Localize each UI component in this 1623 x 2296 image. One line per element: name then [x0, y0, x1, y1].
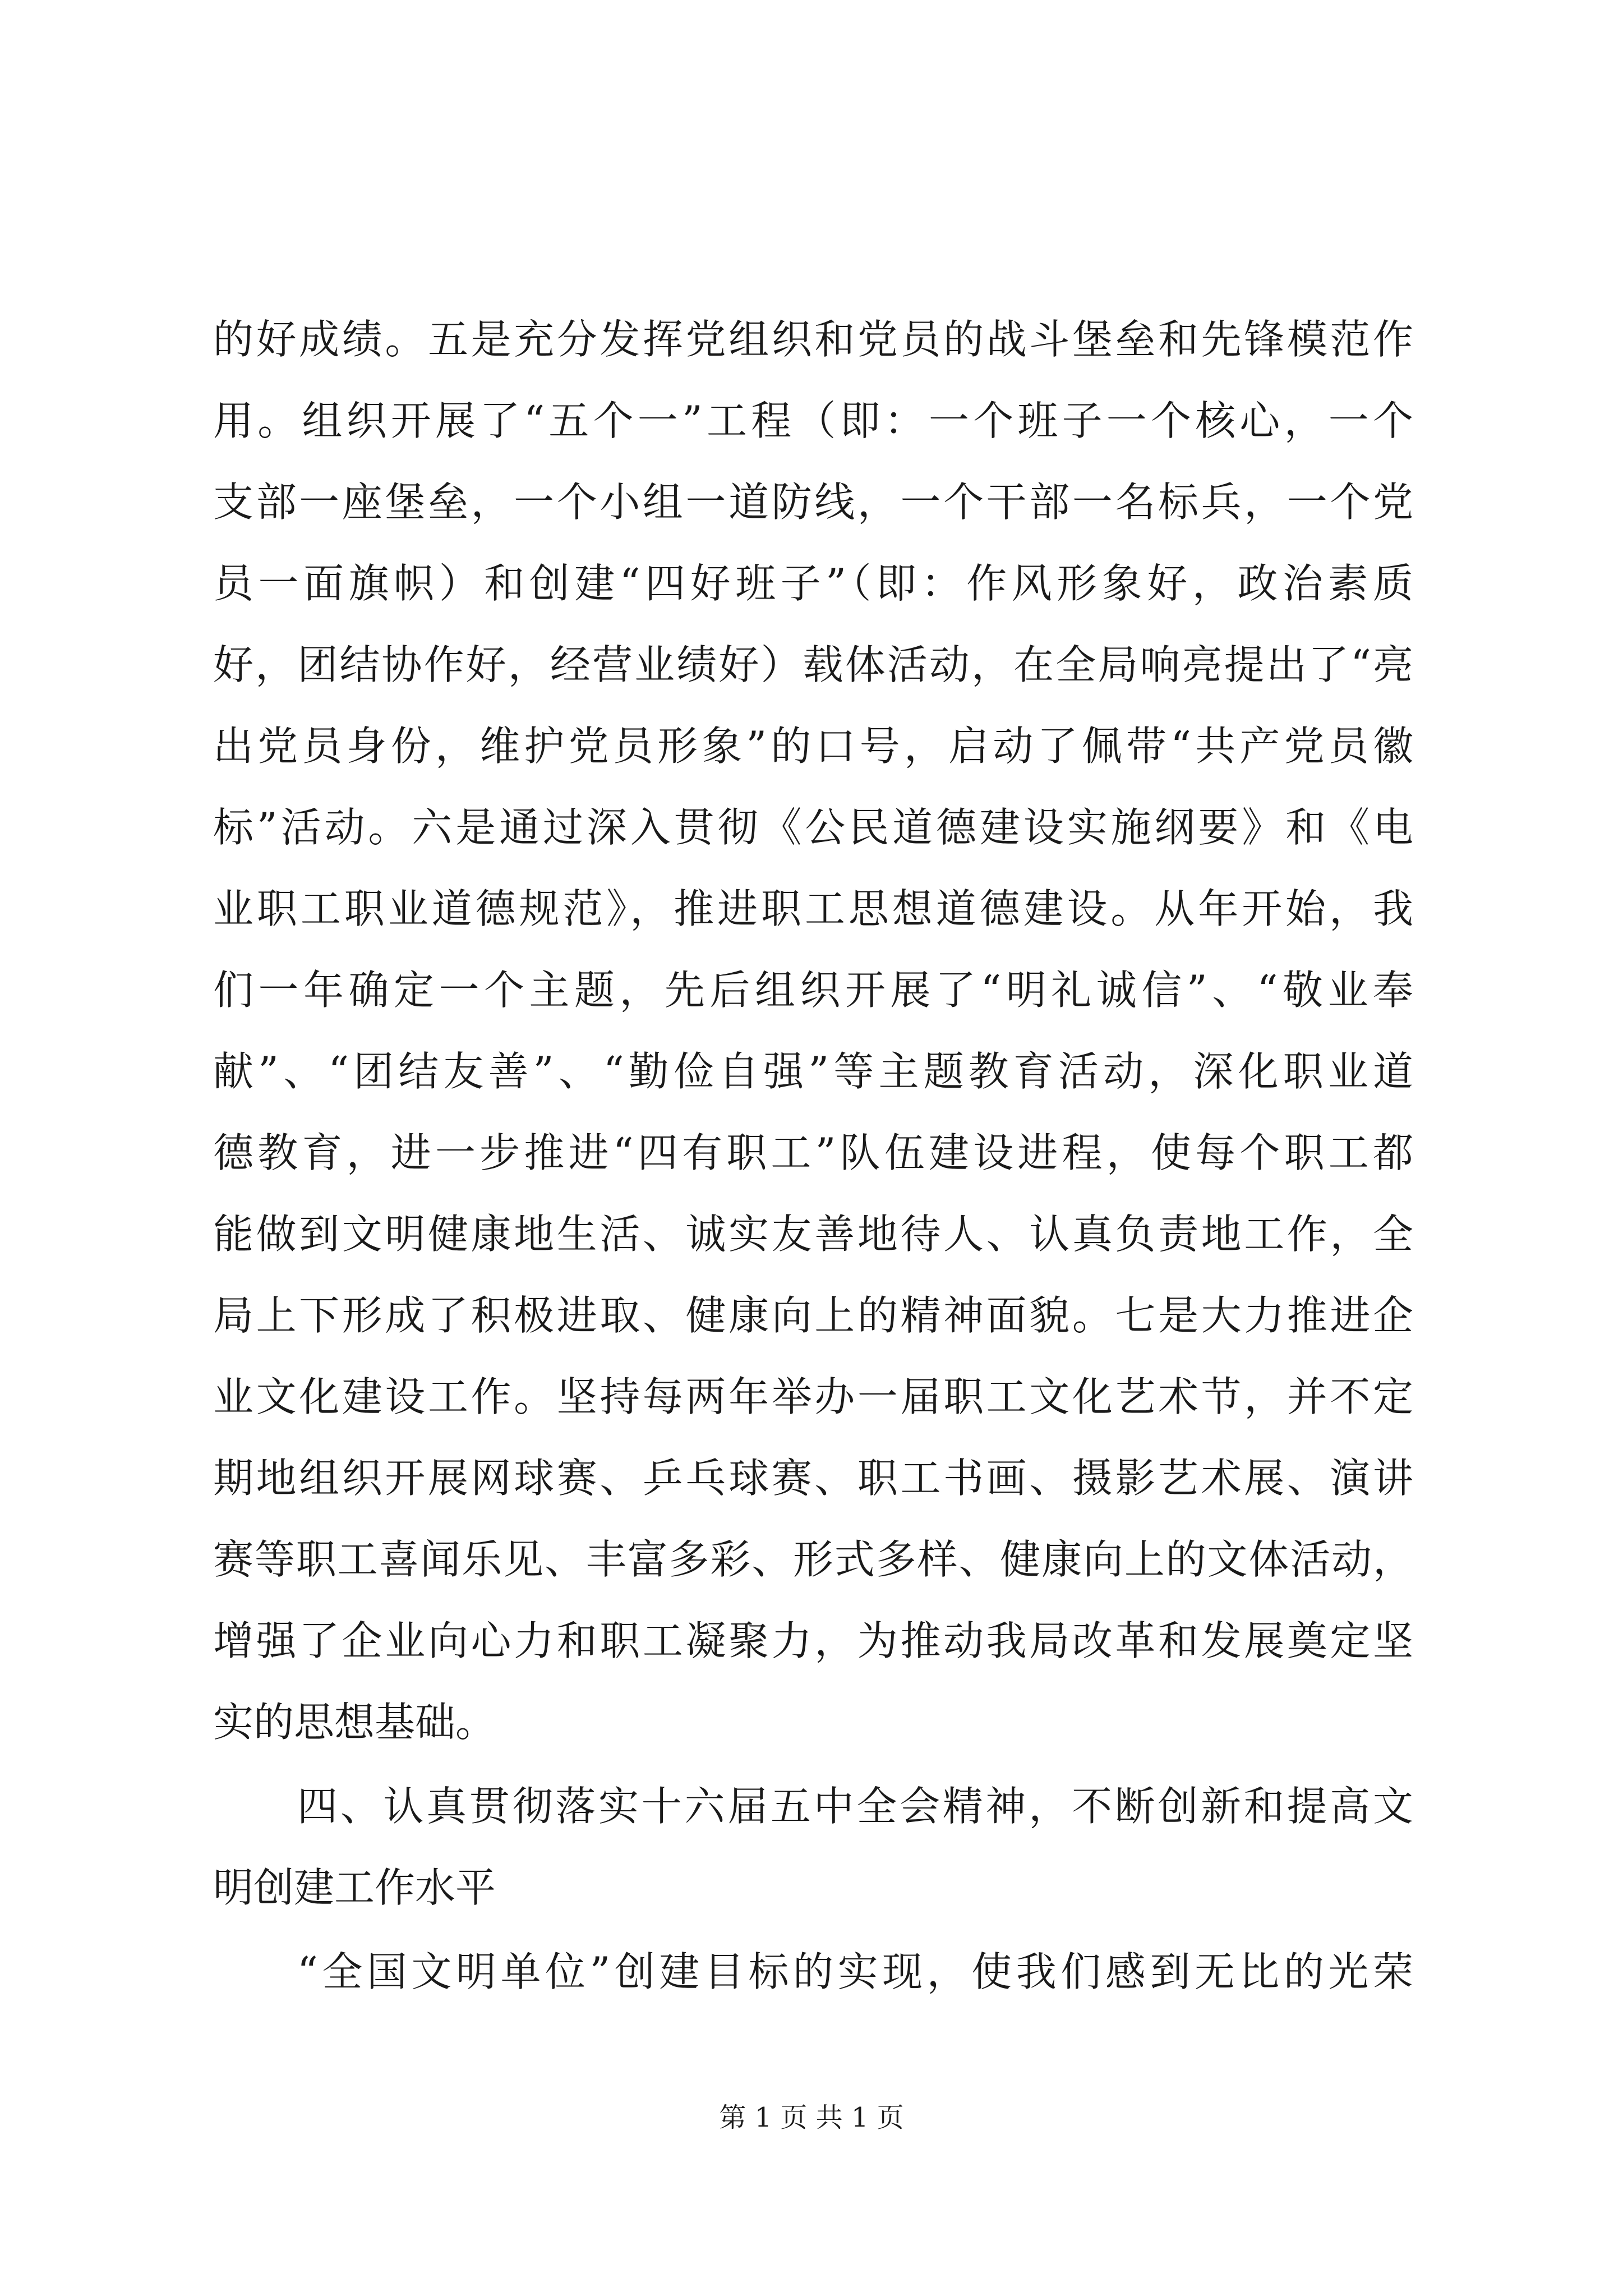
body-text-line: 局上下形成了积极进取、健康向上的精神面貌。七是大力推进企	[213, 1292, 1413, 1339]
body-text-line: 献”、“团结友善”、“勤俭自强”等主题教育活动，深化职业道	[213, 1048, 1413, 1095]
body-text-line: 业文化建设工作。坚持每两年举办一届职工文化艺术节，并不定	[213, 1373, 1413, 1420]
body-text-line: 期地组织开展网球赛、乒乓球赛、职工书画、摄影艺术展、演讲	[213, 1455, 1413, 1502]
body-text-line: 德教育，进一步推进“四有职工”队伍建设进程，使每个职工都	[213, 1129, 1413, 1176]
body-text-line: 业职工职业道德规范》，推进职工思想道德建设。从年开始，我	[213, 885, 1413, 932]
body-text-line: 标”活动。六是通过深入贯彻《公民道德建设实施纲要》和《电	[213, 804, 1413, 851]
body-text-line: 好，团结协作好，经营业绩好）载体活动，在全局响亮提出了“亮	[213, 641, 1413, 688]
body-text-line: 赛等职工喜闻乐见、丰富多彩、形式多样、健康向上的文体活动，	[213, 1536, 1413, 1583]
body-text-line: 能做到文明健康地生活、诚实友善地待人、认真负责地工作，全	[213, 1211, 1413, 1258]
body-text-line: 的好成绩。五是充分发挥党组织和党员的战斗堡垒和先锋模范作	[213, 316, 1413, 363]
section-heading-line: 四、认真贯彻落实十六届五中全会精神，不断创新和提高文	[297, 1783, 1413, 1830]
page-number-footer: 第 1 页 共 1 页	[719, 2102, 904, 2133]
body-text-line: 支部一座堡垒，一个小组一道防线，一个干部一名标兵，一个党	[213, 478, 1413, 526]
body-text-line: 员一面旗帜）和创建“四好班子”（即：作风形象好，政治素质	[213, 560, 1413, 607]
body-text-line: 出党员身份，维护党员形象”的口号，启动了佩带“共产党员徽	[213, 723, 1413, 770]
body-text-line: 实的思想基础。	[213, 1699, 496, 1746]
section-heading-line: 明创建工作水平	[213, 1864, 496, 1911]
body-text-line: 用。组织开展了“五个一”工程（即：一个班子一个核心，一个	[213, 397, 1413, 444]
body-text-line: 增强了企业向心力和职工凝聚力，为推动我局改革和发展奠定坚	[213, 1617, 1413, 1664]
body-text-line: “全国文明单位”创建目标的实现，使我们感到无比的光荣	[297, 1948, 1413, 1995]
body-text-line: 们一年确定一个主题，先后组织开展了“明礼诚信”、“敬业奉	[213, 967, 1413, 1014]
